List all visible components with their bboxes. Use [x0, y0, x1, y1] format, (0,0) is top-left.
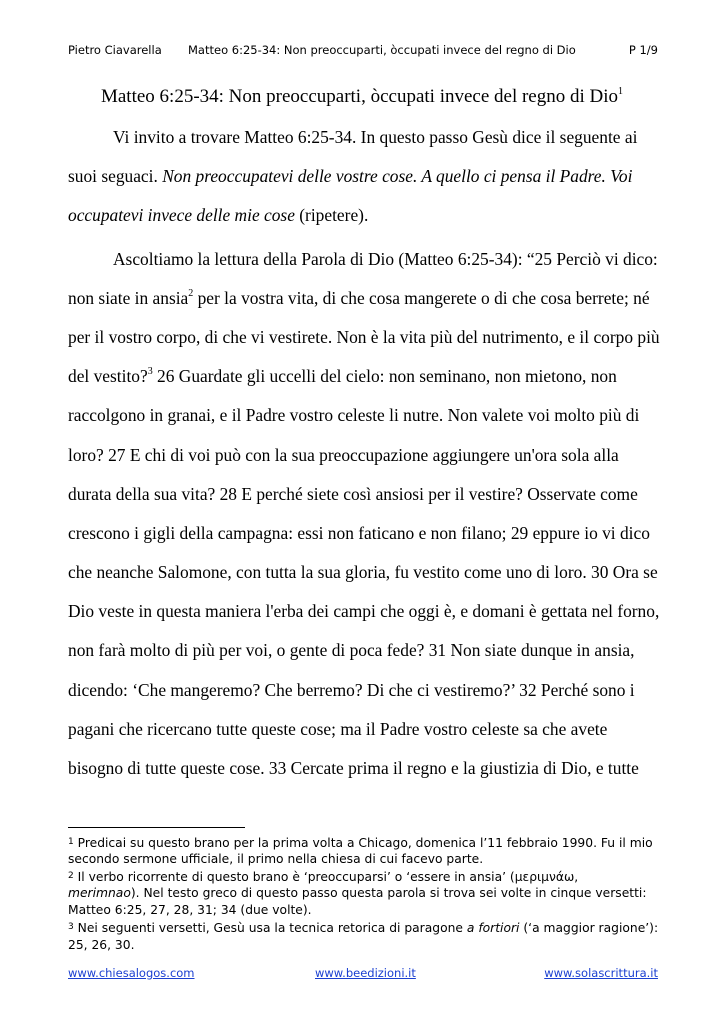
body-line: dicendo: ‘Che mangeremo? Che berremo? Di che ci vestiremo?’ 32 Perché sono i — [68, 679, 635, 700]
body-line: non farà molto di più per voi, o gente di poca fede? 31 Non siate dunque in ansia, — [68, 640, 635, 661]
footer-link-chiesalogos[interactable]: www.chiesalogos.com — [68, 966, 195, 980]
body-line: occupatevi invece delle mie cose (ripetere). — [68, 205, 369, 226]
body-line: raccolgono in granai, e il Padre vostro celeste li nutre. Non valete voi molto più di — [68, 405, 640, 426]
footnote-ref-1[interactable]: 1 — [618, 86, 624, 97]
italic-quote: Non preoccupatevi delle vostre cose. A quello ci pensa il Padre. Voi — [162, 166, 633, 187]
footer-link-solascrittura[interactable]: www.solascrittura.it — [544, 966, 658, 980]
footnote-3: $^3$ Nei seguenti versetti, Gesù usa la tecnica retorica di paragone a fortiori (‘a maggior ragione’): — [68, 921, 659, 936]
document-title-text: Matteo 6:25-34: Non preoccuparti, òccupati invece del regno di Dio — [100, 86, 619, 107]
body-line: bisogno di tutte queste cose. 33 Cercate prima il regno e la giustizia di Dio, e tutte — [68, 758, 639, 778]
body-line: suoi seguaci. Non preoccupatevi delle vostre cose. A quello ci pensa il Padre. Voi — [68, 166, 633, 187]
footnote-2: $^2$ Il verbo ricorrente di questo brano è ‘preoccuparsi’ o ‘essere in ansia’ (μεριμνάω, — [68, 870, 579, 885]
body-line: del vestito?$^3$ 26 Guardate gli uccelli del cielo: non seminano, non mietono, non — [68, 366, 617, 387]
body-line: crescono i gigli della campagna: essi non faticano e non filano; 29 eppure io vi dico — [68, 522, 650, 543]
footer-link-beedizioni[interactable]: www.beedizioni.it — [315, 966, 416, 980]
header-title: Matteo 6:25-34: Non preoccuparti, òccupati invece del regno di Dio — [188, 43, 576, 57]
header-author: Pietro Ciavarella — [68, 43, 162, 57]
body-line: per il vostro corpo, di che vi vestirete. Non è la vita più del nutrimento, e il corpo più — [68, 326, 660, 347]
italic-quote: occupatevi invece delle mie cose — [68, 205, 295, 226]
footnote-1-cont: secondo sermone ufficiale, il primo nella chiesa di cui facevo parte. — [68, 852, 484, 867]
page-header — [68, 43, 658, 59]
body-line: Vi invito a trovare Matteo 6:25-34. In questo passo Gesù dice il seguente ai — [113, 127, 638, 147]
body-line: pagani che ricercano tutte queste cose; ma il Padre vostro celeste sa che avete — [68, 718, 608, 739]
footnote-divider — [68, 827, 245, 828]
footnote-ref-3[interactable]: 3 — [147, 366, 153, 378]
body-line: Ascoltiamo la lettura della Parola di Dio (Matteo 6:25-34): “25 Perciò vi dico: — [113, 248, 658, 269]
footnote-2-cont: Matteo 6:25, 27, 28, 31; 34 (due volte). — [68, 903, 312, 918]
footnotes — [68, 834, 668, 954]
body-line: che neanche Salomone, con tutta la sua gloria, fu vestito come uno di loro. 30 Ora se — [68, 562, 658, 583]
body-line: non siate in ansia$^2$ per la vostra vita, di che cosa mangerete o di che cosa berrete; né — [68, 287, 650, 308]
footnote-ref-2[interactable]: 2 — [188, 287, 194, 299]
footnote-1: $^1$ Predicai su questo brano per la prima volta a Chicago, domenica l’11 febbraio 1990. Fu il mio — [68, 836, 653, 850]
footnote-3-cont: 25, 26, 30. — [68, 937, 135, 952]
body-line: loro? 27 E chi di voi può con la sua preoccupazione aggiungere un'ora sola alla — [68, 444, 619, 465]
body-line: durata della sua vita? 28 E perché siete così ansiosi per il vestire? Osservate come — [68, 483, 638, 504]
header-page-number: P 1/9 — [628, 43, 658, 57]
footnote-2-cont: merimnao). Nel testo greco di questo passo questa parola si trova sei volte in cinque versetti: — [68, 886, 647, 901]
document-body — [68, 118, 658, 788]
page-footer — [68, 966, 658, 982]
body-line: Dio veste in questa maniera l'erba dei campi che oggi è, e domani è gettata nel forno, — [68, 601, 660, 622]
document-title — [0, 84, 724, 110]
